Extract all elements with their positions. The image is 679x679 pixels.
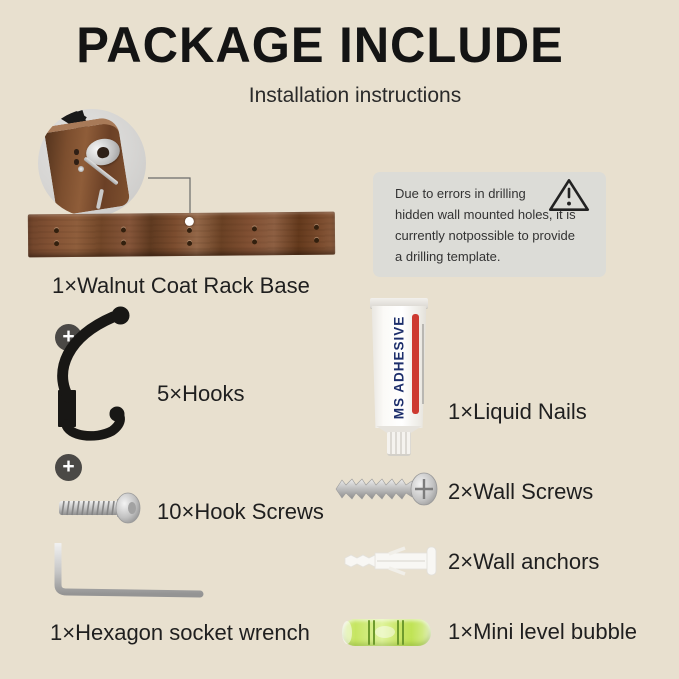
coat-hook-image	[55, 302, 140, 447]
wood-block-image	[43, 116, 130, 216]
hook-screws-label: 10×Hook Screws	[157, 499, 324, 524]
vial-bubble	[375, 626, 395, 638]
hook-hole	[121, 227, 126, 232]
hooks-label: 5×Hooks	[157, 381, 245, 406]
screw-hole-dot	[74, 149, 79, 155]
warning-line: a drilling template.	[395, 249, 501, 264]
vial-end-cap	[342, 621, 352, 644]
screw-dot	[78, 166, 84, 172]
hook-screw-image	[57, 492, 141, 524]
hook-hole	[314, 238, 319, 243]
coat-rack-base-label: 1×Walnut Coat Rack Base	[52, 273, 310, 298]
hook-hole	[187, 241, 192, 246]
wall-anchors-label: 2×Wall anchors	[448, 549, 600, 574]
adhesive-tube-image	[368, 298, 430, 456]
wall-anchor-image	[337, 546, 439, 576]
wall-screw-image	[334, 471, 438, 507]
callout-point-dot	[185, 217, 194, 226]
tube-red-stripe	[412, 314, 419, 414]
hook-hole	[187, 228, 192, 233]
tube-cap	[387, 432, 411, 456]
tube-brand-text: MS ADHESIVE	[391, 315, 407, 420]
hook-hole	[252, 226, 257, 231]
screw-hole-dot	[74, 159, 79, 165]
hook-hole	[54, 228, 59, 233]
warning-box	[373, 172, 606, 277]
wall-screws-label: 2×Wall Screws	[448, 479, 594, 504]
level-bubble-label: 1×Mini level bubble	[448, 619, 637, 644]
walnut-coat-rack-base-image	[28, 212, 335, 258]
vial-mark-line	[368, 620, 370, 645]
hook-hole	[252, 239, 257, 244]
liquid-nails-label: 1×Liquid Nails	[448, 399, 587, 424]
hook-hole	[314, 225, 319, 230]
page-subtitle: Installation instructions	[248, 84, 462, 107]
page-title: PACKAGE INCLUDE	[76, 17, 564, 73]
tube-fine-print	[422, 324, 424, 404]
hook-hole	[121, 240, 126, 245]
warning-line: currently notpossible to provide	[395, 228, 575, 243]
hex-wrench-image	[51, 543, 206, 601]
level-bubble-image	[342, 619, 431, 646]
plus-icon: +	[55, 324, 82, 351]
vial-mark-line	[397, 620, 399, 645]
hex-wrench-label: 1×Hexagon socket wrench	[50, 620, 310, 645]
keyhole-slot	[96, 146, 110, 159]
coat-rack-detail-inset	[38, 109, 146, 217]
warning-line: Due to errors in drilling	[395, 186, 526, 201]
wood-grain-texture	[28, 212, 335, 258]
warning-line: hidden wall mounted holes, it is	[395, 207, 576, 222]
warning-triangle-icon	[547, 176, 591, 214]
plus-icon: +	[55, 454, 82, 481]
vial-mark-line	[402, 620, 404, 645]
hook-hole	[54, 241, 59, 246]
